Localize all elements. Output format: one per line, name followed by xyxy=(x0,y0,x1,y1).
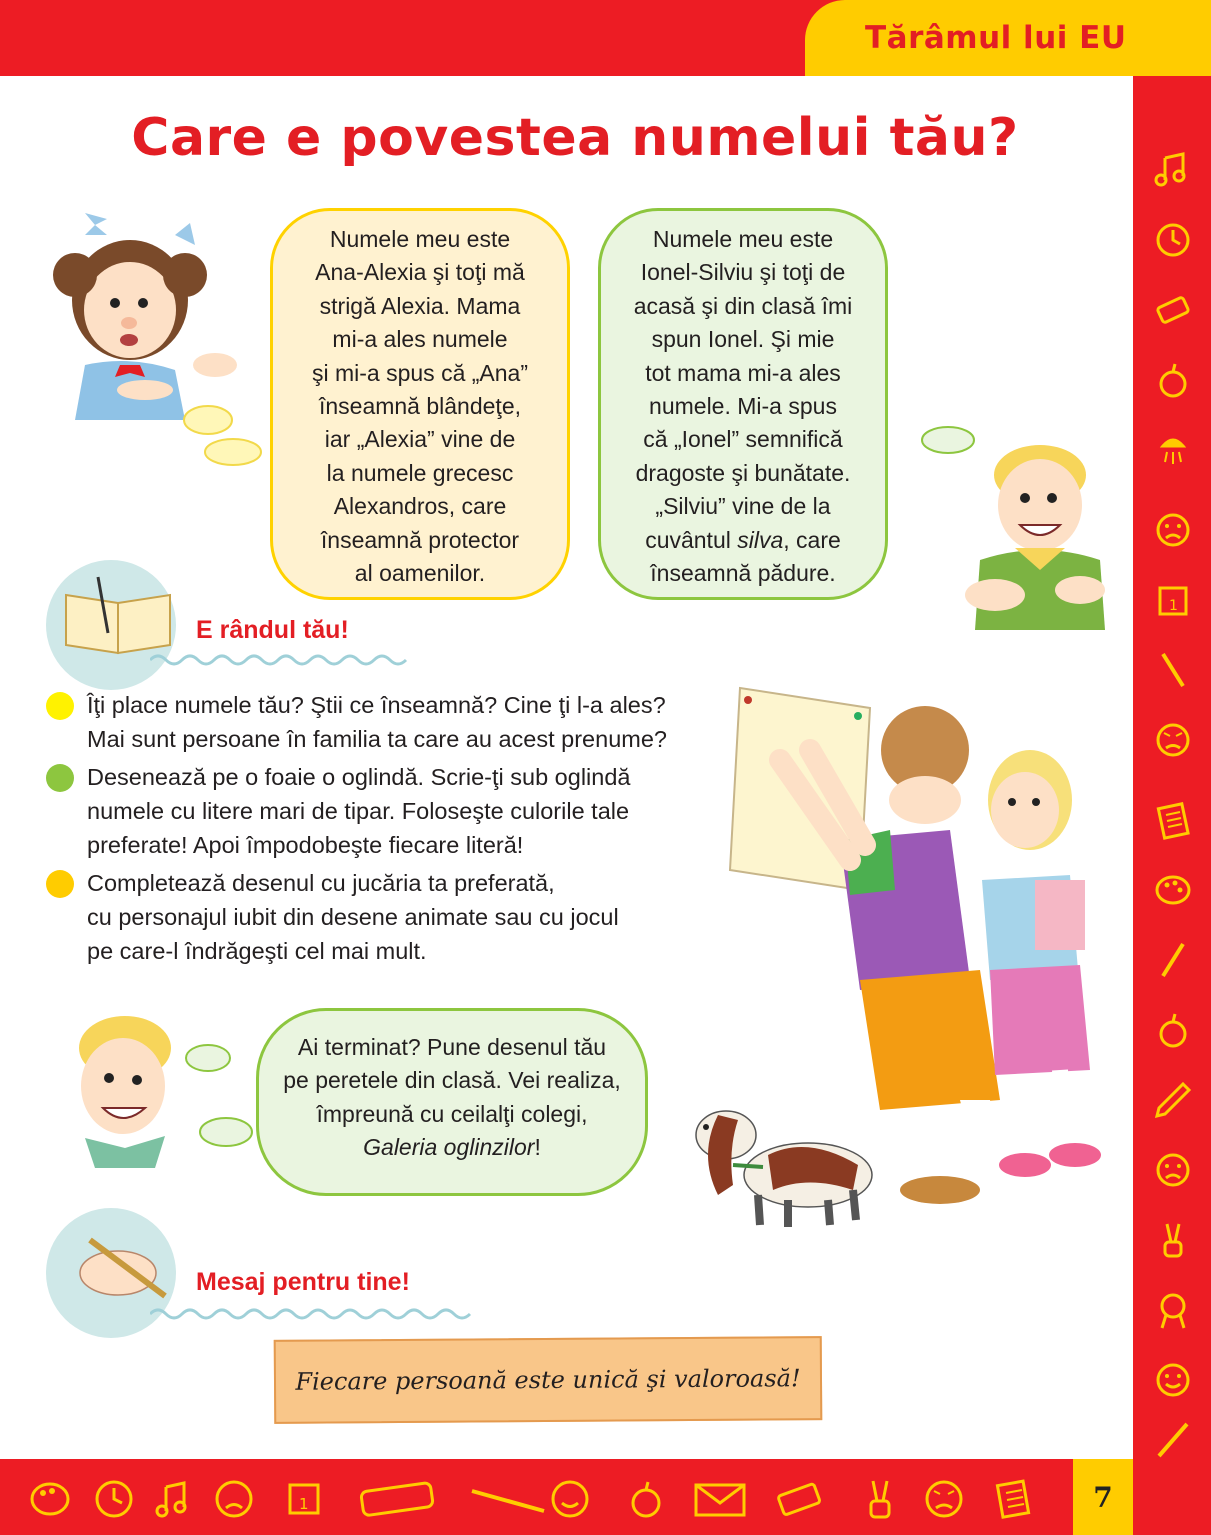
section-title-turn: E rândul tău! xyxy=(196,616,349,644)
brush-icon xyxy=(1153,1420,1193,1460)
emphasis-word: Galeria oglinzilor xyxy=(363,1134,535,1161)
bubble-text: ! xyxy=(534,1134,541,1161)
music-note-icon xyxy=(1153,150,1193,190)
speech-bubble-ionel xyxy=(598,208,888,600)
cloud-icon xyxy=(178,400,268,470)
apple-icon xyxy=(624,1477,668,1521)
wavy-divider xyxy=(150,1306,480,1322)
bubble-line: Numele meu este xyxy=(652,226,834,252)
sad-face-icon xyxy=(212,1477,256,1521)
clock-icon xyxy=(1153,220,1193,260)
medal-icon xyxy=(1153,1290,1193,1330)
bubble-line: acasă şi din clasă îmi xyxy=(633,292,853,319)
bubble-text: , care xyxy=(783,526,841,553)
bubble-line: că „Ionel” semnifică xyxy=(643,426,843,453)
smiley-face-icon xyxy=(1153,1360,1193,1400)
bubble-line xyxy=(259,1131,645,1164)
task-list xyxy=(44,688,724,972)
palette-icon xyxy=(1153,870,1193,910)
sad-face-icon xyxy=(1153,510,1193,550)
bubble-line: la numele grecesc xyxy=(326,459,514,486)
notepad-icon xyxy=(992,1477,1036,1521)
task-item xyxy=(44,688,724,756)
bubble-line xyxy=(601,524,885,557)
bubble-line: al oamenilor. xyxy=(354,560,486,587)
notepad-icon xyxy=(1153,800,1193,840)
angry-face-icon xyxy=(922,1477,966,1521)
victory-hand-icon xyxy=(858,1477,902,1521)
task-line: pe care-l îndrăgeşti cel mai mult. xyxy=(87,938,427,964)
book-icon xyxy=(358,1477,438,1521)
bubble-line: tot mama mi-a ales xyxy=(645,359,841,386)
writing-hand-icon xyxy=(70,1228,190,1308)
bubble-line: iar „Alexia” vine de xyxy=(324,426,516,453)
dog-illustration xyxy=(688,1095,878,1235)
bubble-line: Alexandros, care xyxy=(333,493,507,520)
music-note-icon xyxy=(152,1477,196,1521)
emphasis-word: silva xyxy=(737,526,784,553)
bubble-line: înseamnă protector xyxy=(320,526,520,553)
orange-dot-icon xyxy=(46,870,74,898)
svg-text:1: 1 xyxy=(299,1495,309,1513)
chapter-tab xyxy=(805,0,1211,76)
bottom-icon-row xyxy=(28,1469,1068,1525)
calendar-icon xyxy=(1153,580,1193,620)
side-icon-column xyxy=(1133,140,1211,1460)
bubble-line: „Silviu” vine de la xyxy=(655,493,831,520)
bubble-line: strigă Alexia. Mama xyxy=(319,292,521,319)
palette-icon xyxy=(28,1477,72,1521)
apple-icon xyxy=(1153,360,1193,400)
svg-text:1: 1 xyxy=(1169,598,1178,614)
smiley-face-icon xyxy=(548,1477,592,1521)
page-title: Care e povestea numelui tău? xyxy=(131,108,1019,168)
bubble-line: numele. Mi-a spus xyxy=(649,393,837,420)
toothbrush-icon xyxy=(1153,650,1193,690)
clock-icon xyxy=(92,1477,136,1521)
shower-icon xyxy=(1153,430,1193,470)
wavy-divider xyxy=(150,652,412,668)
task-line: Îţi place numele tău? Ştii ce înseamnă? Cine ţi l-a ales? xyxy=(87,692,666,718)
bubble-line: împreună cu ceilalţi colegi, xyxy=(316,1100,588,1127)
task-line: cu personajul iubit din desene animate sau cu jocul xyxy=(87,904,619,930)
speech-bubble-final xyxy=(256,1008,648,1196)
soap-icon xyxy=(772,1477,828,1521)
angry-face-icon xyxy=(1153,720,1193,760)
boy-illustration xyxy=(940,420,1110,650)
task-line: Completează desenul cu jucăria ta preferată, xyxy=(87,870,555,896)
bubble-line: înseamnă blândeţe, xyxy=(318,393,522,420)
task-line: numele cu litere mari de tipar. Foloseşte culorile tale xyxy=(87,798,630,824)
small-boy-illustration xyxy=(65,1008,185,1168)
task-line: Mai sunt persoane în familia ta care au acest prenume? xyxy=(87,726,667,752)
brush-icon xyxy=(1153,940,1193,980)
victory-hand-icon xyxy=(1153,1220,1193,1260)
bubble-line: Ana-Alexia şi toţi mă xyxy=(315,259,525,286)
task-line: Desenează pe o foaie o oglindă. Scrie-ţi sub oglindă xyxy=(87,764,631,790)
pencil-icon xyxy=(1153,1080,1193,1120)
cloud-icon xyxy=(178,1040,258,1160)
green-dot-icon xyxy=(46,764,74,792)
message-text: Fiecare persoană este unică şi valoroasă! xyxy=(295,1364,801,1396)
bubble-line: şi mi-a spus că „Ana” xyxy=(311,359,528,386)
bubble-line: înseamnă pădure. xyxy=(650,560,836,587)
bubble-line: Ai terminat? Pune desenul tău xyxy=(297,1034,607,1060)
message-box xyxy=(274,1336,823,1424)
yellow-dot-icon xyxy=(46,692,74,720)
bubble-line: Numele meu este xyxy=(329,226,511,252)
apple-icon xyxy=(1153,1010,1193,1050)
bubble-line: dragoste şi bunătate. xyxy=(635,459,851,486)
task-line: preferate! Apoi împodobeşte fiecare literă! xyxy=(87,832,524,858)
soap-icon xyxy=(1153,290,1193,330)
envelope-icon xyxy=(692,1477,748,1521)
toothbrush-icon xyxy=(468,1477,548,1521)
bubble-line: Ionel-Silviu şi toţi de xyxy=(640,259,846,286)
bubble-line: spun Ionel. Şi mie xyxy=(651,326,835,353)
calendar-icon xyxy=(282,1477,326,1521)
speech-bubble-ana xyxy=(270,208,570,600)
task-item xyxy=(44,866,724,968)
page-number: 7 xyxy=(1073,1459,1133,1535)
bubble-line: mi-a ales numele xyxy=(332,326,508,353)
bubble-text: cuvântul xyxy=(645,526,738,553)
sad-face-icon xyxy=(1153,1150,1193,1190)
section-title-message: Mesaj pentru tine! xyxy=(196,1268,410,1296)
bubble-line: pe peretele din clasă. Vei realiza, xyxy=(283,1067,621,1094)
chapter-title: Tărâmul lui EU xyxy=(865,20,1127,56)
task-item xyxy=(44,760,724,862)
